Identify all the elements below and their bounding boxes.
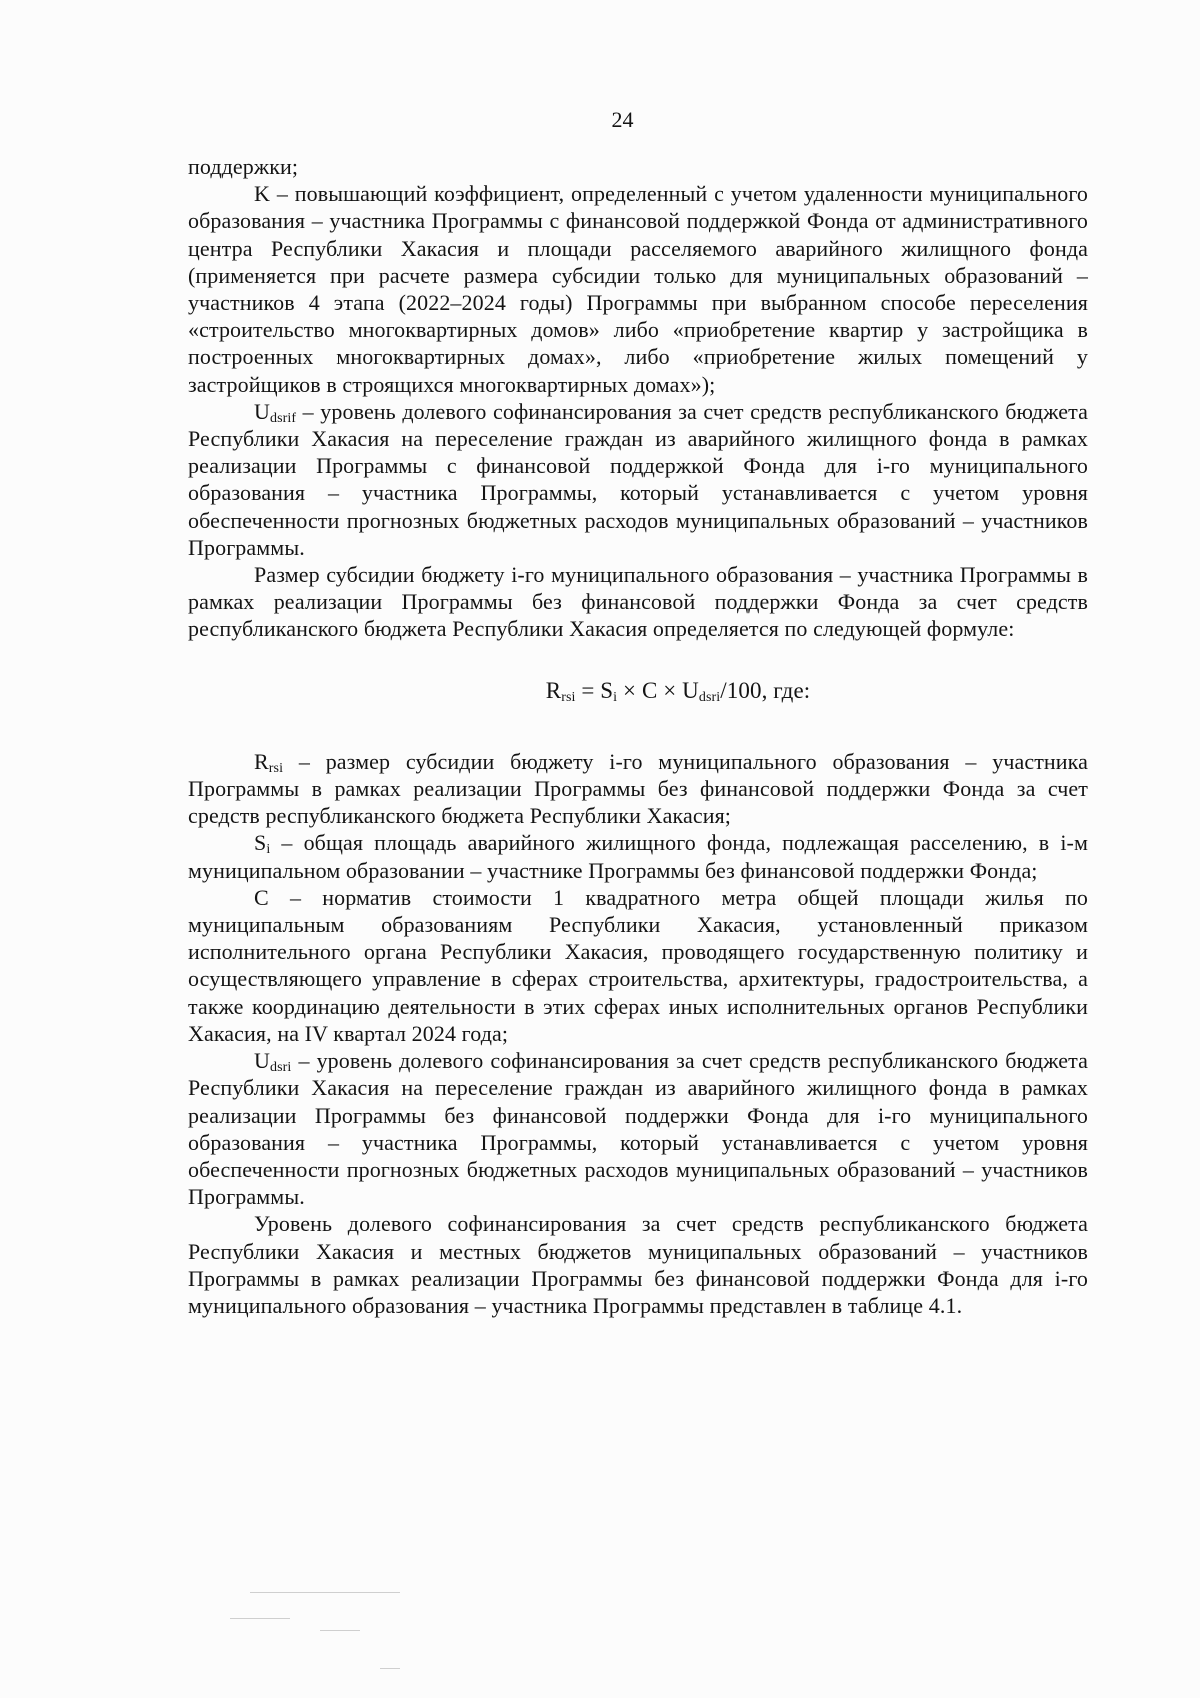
paragraph-cofinancing-level: Уровень долевого софинансирования за счет средств республиканского бюджета Республики Хакасия и местных бюджетов муниципальных образований – участников Программы в рамках реализации Программы без финансовой поддержки Фонда для i-го муниципального образования – участника Программы представлен в таблице 4.1. [188,1211,1088,1318]
paragraph-c-definition: C – норматив стоимости 1 квадратного метра общей площади жилья по муниципальным образованиям Республики Хакасия, установленный приказом исполнительного органа Республики Хакасия, проводящего государственную политику и осуществляющего управление в сферах строительства, архитектуры, градостроительства, а также координацию деятельности в этих сферах иных исполнительных органов Республики Хакасия, на IV квартал 2024 года; [188,884,1088,1046]
paragraph-si-definition [188,829,1088,883]
formula-tail: /100, где: [720,677,811,703]
udsri-text: – уровень долевого софинансирования за счет средств республиканского бюджета Республики Хакасия на переселение граждан из аварийного жилищного фонда в рамках реализации Программы без финансовой поддержки Фонда для i-го муниципального образования – участника Программы, который устанавливается с учетом уровня обеспеченности прогнозных бюджетных расходов муниципальных образований – участников Программы. [188,1048,1088,1210]
symbol-r: R [254,748,269,774]
document-body [188,153,1088,1319]
paragraph-subsidy-intro: Размер субсидии бюджету i-го муниципального образования – участника Программы в рамках реализации Программы без финансовой поддержки Фонда за счет средств республиканского бюджета Республики Хакасия определяется по следующей формуле: [188,562,1088,642]
paragraph-rrsi-definition [188,748,1088,830]
formula-s-subscript: i [613,689,618,705]
formula-mid: × C × U [617,677,699,703]
scan-artifacts [230,1590,450,1680]
udsrif-text: – уровень долевого софинансирования за счет средств республиканского бюджета Республики Хакасия на переселение граждан из аварийного жилищного фонда в рамках реализации Программы с финансовой поддержкой Фонда для i-го муниципального образования – участника Программы, который устанавливается с учетом уровня обеспеченности прогнозных бюджетных расходов муниципальных образований – участников Программы. [188,398,1088,560]
rrsi-text: – размер субсидии бюджету i-го муниципального образования – участника Программы в рамках реализации Программы без финансовой поддержки Фонда за счет средств республиканского бюджета Республики Хакасия; [188,748,1088,829]
symbol-u: U [254,398,270,424]
symbol-s: S [254,830,267,856]
subscript-dsrif: dsrif [270,410,297,426]
paragraph-udsrif-definition [188,398,1088,561]
formula-r: R [545,677,562,703]
page-number: 24 [611,107,634,132]
formula-u-subscript: dsri [698,689,721,705]
subscript-rsi: rsi [268,760,284,776]
paragraph-k-definition: K – повышающий коэффициент, определенный с учетом удаленности муниципального образования – участника Программы с финансовой поддержкой Фонда от административного центра Республики Хакасия и площади расселяемого аварийного жилищного фонда (применяется при расчете размера субсидии только для муниципальных образований – участников 4 этапа (2022–2024 годы) Программы при выбранном способе переселения «строительство многоквартирных домов» либо «приобретение квартир у застройщика в построенных многоквартирных домах», либо «приобретение жилых помещений у застройщиков в строящихся многоквартирных домах»); [188,181,1088,397]
paragraph-udsri-definition [188,1047,1088,1210]
subscript-dsri: dsri [270,1060,292,1076]
symbol-u2: U [254,1048,270,1074]
formula-eq: = S [575,677,614,703]
formula [188,677,1088,704]
paragraph-continuation: поддержки; [188,154,299,179]
si-text: – общая площадь аварийного жилищного фонда, подлежащая расселению, в i-м муниципальном образовании – участнике Программы без финансовой поддержки Фонда; [188,830,1088,883]
formula-r-subscript: rsi [561,689,576,705]
subscript-i: i [266,842,271,858]
